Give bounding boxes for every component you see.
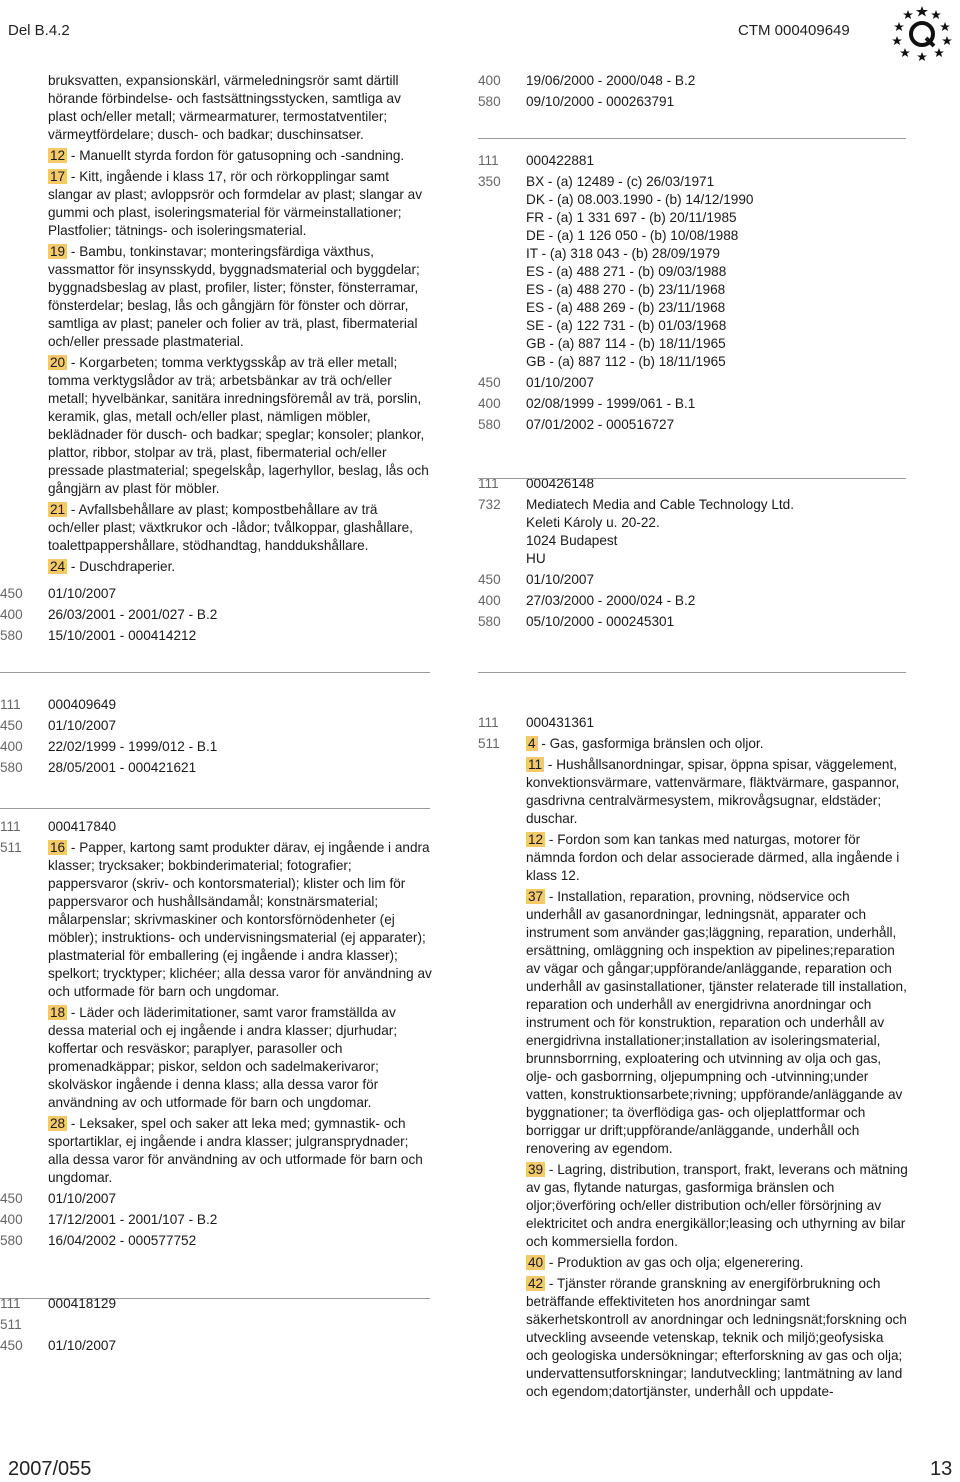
- class-badge: 39: [528, 1162, 544, 1177]
- divider: [0, 672, 430, 673]
- seniority-line: BX - (a) 12489 - (c) 26/03/1971: [526, 174, 715, 189]
- entry-row: 400 27/03/2000 - 2000/024 - B.2: [478, 593, 696, 608]
- entry-row: 450 01/10/2007: [0, 718, 117, 733]
- class-18-item: 18 - Läder och läderimitationer, samt varor framställda av dessa material och ej ingående i andra klasser; djurhudar; koffertar och resväskor; paraplyer, parasoller och promenadkäppar; piskor, seldon och sadelmakerivaror; skolväskor ingående i denna klass; alla dessa varor för användning av och utformade för barn och ungdomar.: [48, 1005, 398, 1110]
- holder-entry: 732 Mediatech Media and Cable Technology Ltd. Keleti Károly u. 20-22. 1024 Budapest HU: [478, 496, 918, 568]
- class-16-item: 16 - Papper, kartong samt produkter därav, ej ingående i andra klasser; trycksaker; bokbinderimaterial; fotografier; pappersvaror (skriv- och kontorsmaterial); klister och lim för pappersvaror och hushållsändamål; konstnärsmaterial; målarpenslar; skrivmaskiner och kontorsförnödenheter (ej möbler); instruktions- och undervisningsmaterial (ej apparater); plastmaterial för emballering (ej ingående i andra klasser); spelkort; trycktyper; klichéer; alla dessa varor för användning av och utformade för barn och ungdomar.: [48, 840, 432, 999]
- class-4-item: 4 - Gas, gasformiga bränslen och oljor.: [528, 736, 764, 751]
- entry-row: 580 15/10/2001 - 000414212: [0, 628, 197, 643]
- class-40-item: 40 - Produktion av gas och olja; elgenerering.: [528, 1255, 804, 1270]
- entry-row: 450 01/10/2007: [478, 375, 595, 390]
- class-badge: 37: [528, 889, 544, 904]
- goods-continuation: bruksvatten, expansionskärl, värmeledningsrör samt därtill hörande förbindelse- och fastsättningsstycken, samtliga av plast och/eller metall; värmearmaturer, termostatventiler; värmeytfördelare; dusch- och badkar; duschinsatser.: [48, 73, 401, 142]
- class-37-item: 37 - Installation, reparation, provning, nödservice och underhåll av gasanordningar, ledningsnät, apparater och instrument som använder gas;läggning, reparation, underhåll, ersättning, omläggning och inspektion av pipelines;reparation av vägar och gångar;uppförande/anläggande, reparation och underhåll av gasinstallationer, tjänster relaterade till installation, reparation och underhåll av energidrivna anordningar och instrument och för konstruktion, reparation och underhåll av energidrivna installationer;installation av isoleringsmaterial, brunnsborrning, exploatering och utvinning av olja och gas, olje- och gasborrning, oljepumpning och -utvinning;under vatten, konstruktionsarbete;rivning; uppförande/anläggande av byggnationer; ta överflödiga gas- och oljeplattformar och borriggar ur drift;uppförande/anläggande, underhåll och renovering av egendom.: [526, 889, 907, 1156]
- entry-row: 400 19/06/2000 - 2000/048 - B.2: [478, 73, 696, 88]
- entry-row: 400 17/12/2001 - 2001/107 - B.2: [0, 1212, 218, 1227]
- class-badge: 12: [528, 832, 544, 847]
- seniority-line: FR - (a) 1 331 697 - (b) 20/11/1985: [526, 210, 737, 225]
- entry-row: 111 000422881: [478, 153, 595, 168]
- class-39-item: 39 - Lagring, distribution, transport, frakt, leverans och mätning av gas, flytande naturgas, gasformiga bränslen och oljor;överföring och/eller distribution och/eller försörjning av elektricitet och andra energikällor;leasing och uthyrning av bilar och kommersiella fordon.: [526, 1162, 908, 1249]
- class-24-item: 24 - Duschdraperier.: [50, 559, 176, 574]
- seniority-line: DK - (a) 08.003.1990 - (b) 14/12/1990: [526, 192, 754, 207]
- class-badge: 20: [50, 355, 66, 370]
- column-left-bottom: [0, 696, 432, 1358]
- entry-row: 400 22/02/1999 - 1999/012 - B.1: [0, 739, 218, 754]
- section-label: Del B.4.2: [8, 22, 70, 39]
- column-right-top: [478, 72, 918, 634]
- divider: [478, 138, 906, 139]
- class-badge: 4: [528, 736, 536, 751]
- class-28-item: 28 - Leksaker, spel och saker att leka med; gymnastik- och sportartiklar, ej ingående i andra klasser; julgransprydnader; alla dessa varor för användning av och utformade för barn och ungdomar.: [48, 1116, 423, 1185]
- divider: [478, 478, 906, 479]
- entry-row: 580 05/10/2000 - 000245301: [478, 614, 675, 629]
- holder-name: Mediatech Media and Cable Technology Ltd.: [526, 497, 795, 512]
- class-17-item: 17 - Kitt, ingående i klass 17, rör och rörkopplingar samt slangar av plast; avloppsrör och formdelar av plast; slangar av gummi och plast, isoleringsmaterial för värmeinstallationer; Plastfolier; tätnings- och isoleringsmaterial.: [48, 169, 423, 238]
- seniority-line: GB - (a) 887 114 - (b) 18/11/1965: [526, 336, 726, 351]
- seniority-line: SE - (a) 122 731 - (b) 01/03/1968: [526, 318, 727, 333]
- entry-row: 400 02/08/1999 - 1999/061 - B.1: [478, 396, 696, 411]
- class-badge: 17: [50, 169, 66, 184]
- goods-entry: 511 4 - Gas, gasformiga bränslen och oljor. 11 - Hushållsanordningar, spisar, öppna spisar, väggelement, konvektionsvärmare, vattenvärmare, fläktvärmare, gaspannor, gasdrivna centralvärmesystem, mikrovågsugnar, eldstäder; duschar. 12 - Fordon som kan tankas med naturgas, motorer för nämnda fordon och delar associerade därmed, alla ingående i klass 12. 37 - Installation, reparation, provning, nödservice och underhåll av gasanordningar, ledningsnät, apparater och instrument som använder gas;läggning, reparation, underhåll, ersättning, omläggning och inspektion av pipelines;reparation av vägar och gångar;uppförande/anläggande, reparation och underhåll av gasinstallationer, tjänster relaterade till installation, reparation och underhåll av energidrivna anordningar och instrument och för konstruktion, reparation och underhåll av energidrivna installationer;installation av isoleringsmaterial, brunnsborrning, exploatering och utvinning av olja och gas, olje- och gasborrning, oljepumpning och -utvinning;under vatten, konstruktionsarbete;rivning; uppförande/anläggande av byggnationer; ta överflödiga gas- och oljeplattformar och borriggar ur drift;uppförande/anläggande, underhåll och renovering av egendom. 39 - Lagring, distribution, transport, frakt, leverans och mätning av gas, flytande naturgas, gasformiga bränslen och oljor;överföring och/eller distribution och/eller försörjning av elektricitet och andra energikällor;leasing och uthyrning av bilar och kommersiella fordon. 40 - Produktion av gas och olja; elgenerering. 42 - Tjänster rörande granskning av energiförbrukning och beträffande effektiviteten hos anordningar samt säkerhetskontroll av anordningar och ledningsnät;forskning och utveckling avseende vetenskap, teknik och miljö;geofysiska och geologiska undersökningar; efterforskning av gas och olja; undervattensutforskningar; landutveckling; lantmätning av land och egendom;datortjänster, underhåll och uppdate-: [478, 736, 908, 1399]
- entry-row: 511: [0, 1317, 22, 1332]
- class-20-item: 20 - Korgarbeten; tomma verktygsskåp av trä eller metall; tomma verktygslådor av trä; arbetsbänkar av trä och/eller metall; hyvelbänkar, sanitära inredningsföremål av trä, porslin, keramik, glas, metall och/eller plast, nämligen möbler, beklädnader för dusch- och badkar; speglar; konsoler; plankor, plattor, ribbor, stolpar av trä, plast, fibermaterial och/eller pressade plastmaterial; spegelskåp, lagerhyllor, beslag, lås och gångjärn av plast för möbler.: [48, 355, 429, 496]
- seniority-line: ES - (a) 488 271 - (b) 09/03/1988: [526, 264, 727, 279]
- class-42-item: 42 - Tjänster rörande granskning av energiförbrukning och beträffande effektiviteten hos anordningar samt säkerhetskontroll av anordningar och ledningsnät;forskning och utveckling avseende vetenskap, teknik och miljö;geofysiska och geologiska undersökningar; efterforskning av gas och olja; undervattensutforskningar; landutveckling; lantmätning av land och egendom;datortjänster, underhåll och uppdate-: [526, 1276, 907, 1399]
- class-badge: 21: [50, 502, 66, 517]
- entry-row: 111 000409649: [0, 697, 117, 712]
- class-19-item: 19 - Bambu, tonkinstavar; monteringsfärdiga växthus, vassmattor för insynsskydd, byggnadsmaterial och byggdelar; byggnadsbeslag av plast, profiler, lister; fönster, fönsterramar, fönsterdelar; beslag, lås och gångjärn för fönster och dörrar, samtliga av plast; paneler och folier av trä, plast, fibermaterial och/eller pressade plastmaterial.: [48, 244, 420, 349]
- class-badge: 28: [50, 1116, 66, 1131]
- entry-row: 580 28/05/2001 - 000421621: [0, 760, 197, 775]
- entry-row: 111 000426148: [478, 476, 595, 491]
- entry-row: 450 01/10/2007: [0, 1338, 117, 1353]
- entry-row: 450 01/10/2007: [0, 586, 117, 601]
- class-badge: 16: [50, 840, 66, 855]
- goods-entry: 511 16 - Papper, kartong samt produkter därav, ej ingående i andra klasser; trycksaker; bokbinderimaterial; fotografier; pappersvaror (skriv- och kontorsmaterial); klister och lim för pappersvaror och hushållsändamål; konstnärsmaterial; målarpenslar; skrivmaskiner och kontorsförnödenheter (ej möbler); instruktions- och undervisningsmaterial (ej apparater); plastmaterial för emballering (ej ingående i andra klasser); spelkort; trycktyper; klichéer; alla dessa varor för användning av och utformade för barn och ungdomar. 18 - Läder och läderimitationer, samt varor framställda av dessa material och ej ingående i andra klasser; djurhudar; koffertar och resväskor; paraplyer, parasoller och promenadkäppar; piskor, seldon och sadelmakerivaror; skolväskor ingående i denna klass; alla dessa varor för användning av och utformade för barn och ungdomar. 28 - Leksaker, spel och saker att leka med; gymnastik- och sportartiklar, ej ingående i andra klasser; julgransprydnader; alla dessa varor för användning av och utformade för barn och ungdomar.: [0, 840, 432, 1185]
- class-badge: 24: [50, 559, 66, 574]
- entry-row: 111 000431361: [478, 715, 595, 730]
- eu-stars-logo: [890, 4, 954, 62]
- holder-country: HU: [526, 551, 546, 566]
- column-left-top: [0, 72, 432, 648]
- entry-row: 450 01/10/2007: [0, 1191, 117, 1206]
- entry-row: 111 000418129: [0, 1296, 117, 1311]
- class-21-item: 21 - Avfallsbehållare av plast; kompostbehållare av trä och/eller plast; växtkrukor och -lådor; tvålkoppar, glashållare, toalettpappershållare, stödhandtag, handdukshållare.: [48, 502, 413, 553]
- entry-row: 400 26/03/2001 - 2001/027 - B.2: [0, 607, 218, 622]
- holder-city: 1024 Budapest: [526, 533, 618, 548]
- entry-row: 580 09/10/2000 - 000263791: [478, 94, 675, 109]
- seniority-line: ES - (a) 488 269 - (b) 23/11/1968: [526, 300, 726, 315]
- column-right-bottom: [478, 714, 908, 1404]
- class-badge: 19: [50, 244, 66, 259]
- class-11-item: 11 - Hushållsanordningar, spisar, öppna spisar, väggelement, konvektionsvärmare, vattenvärmare, fläktvärmare, gaspannor, gasdrivna centralvärmesystem, mikrovågsugnar, eldstäder; duschar.: [526, 757, 900, 826]
- seniority-line: GB - (a) 887 112 - (b) 18/11/1965: [526, 354, 726, 369]
- class-badge: 42: [528, 1276, 544, 1291]
- class-badge: 11: [528, 757, 543, 772]
- seniority-line: ES - (a) 488 270 - (b) 23/11/1968: [526, 282, 726, 297]
- entry-row: 111 000417840: [0, 819, 117, 834]
- class-badge: 12: [50, 148, 66, 163]
- document-reference: CTM 000409649: [738, 22, 850, 39]
- entry-row: 580 07/01/2002 - 000516727: [478, 417, 675, 432]
- holder-address: Keleti Károly u. 20-22.: [526, 515, 660, 530]
- divider: [478, 672, 906, 673]
- seniority-entry: 350 BX - (a) 12489 - (c) 26/03/1971 DK - (a) 08.003.1990 - (b) 14/12/1990 FR - (a) 1 331 697 - (b) 20/11/1985 DE - (a) 1 126 050 - (b) 10/08/1988 IT - (a) 318 043 - (b) 28/09/1979 ES - (a) 488 271 - (b) 09/03/1988 ES - (a) 488 270 - (b) 23/11/1968 ES - (a) 488 269 - (b) 23/11/1968 SE - (a) 122 731 - (b) 01/03/1968 GB - (a) 887 114 - (b) 18/11/1965 GB - (a) 887 112 - (b) 18/11/1965: [478, 173, 918, 371]
- entry-row: 450 01/10/2007: [478, 572, 595, 587]
- entry-row: 580 16/04/2002 - 000577752: [0, 1233, 197, 1248]
- page-number: 13: [930, 1458, 953, 1480]
- class-badge: 40: [528, 1255, 544, 1270]
- class-badge: 18: [50, 1005, 66, 1020]
- bulletin-issue: 2007/055: [8, 1458, 92, 1480]
- class-12-item: 12 - Manuellt styrda fordon för gatusopning och -sandning.: [50, 148, 405, 163]
- class-12-item: 12 - Fordon som kan tankas med naturgas, motorer för nämnda fordon och delar associerade därmed, alla ingående i klass 12.: [526, 832, 900, 883]
- seniority-line: IT - (a) 318 043 - (b) 28/09/1979: [526, 246, 720, 261]
- seniority-line: DE - (a) 1 126 050 - (b) 10/08/1988: [526, 228, 739, 243]
